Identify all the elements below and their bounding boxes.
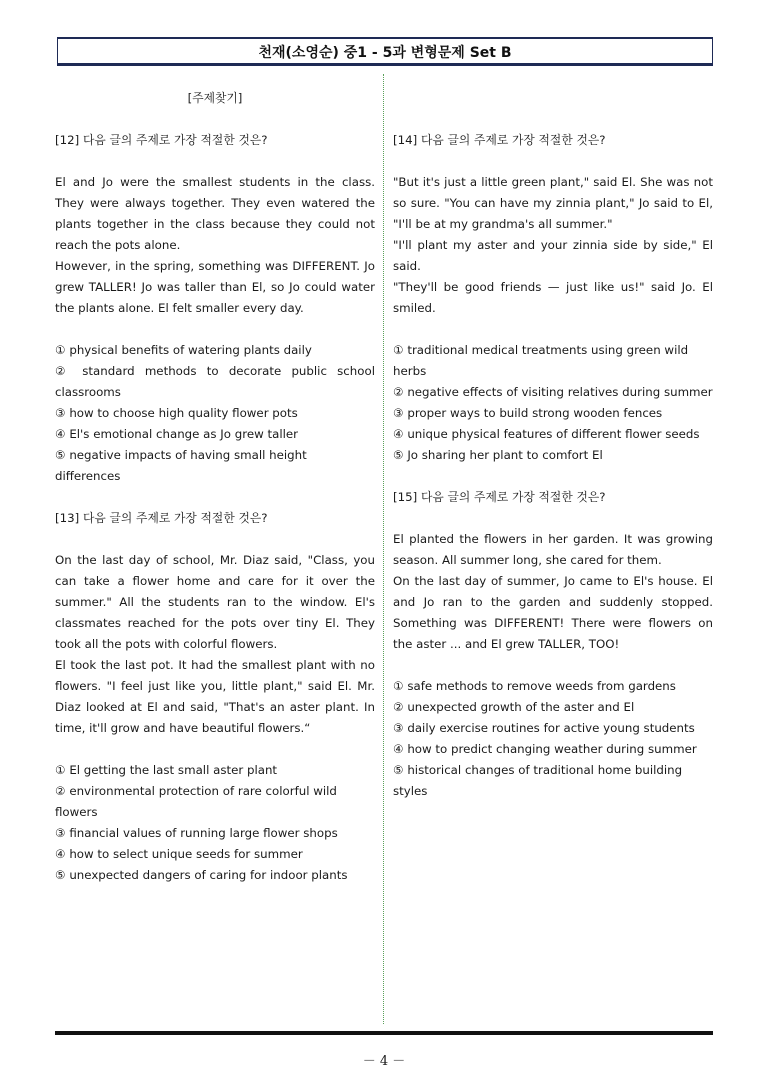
question-title: [14] 다음 글의 주제로 가장 적절한 것은?	[393, 133, 606, 147]
answer-option: ④ unique physical features of different flower seeds	[393, 427, 700, 441]
answer-option: ② environmental protection of rare colorful wild flowers	[55, 784, 337, 819]
answer-option: ① El getting the last small aster plant	[55, 763, 278, 777]
section-label: [주제찾기]	[187, 91, 243, 105]
answer-option: ⑤ negative impacts of having small height differences	[55, 448, 307, 483]
passage-paragraph: However, in the spring, something was DIFFERENT. Jo grew TALLER! Jo was taller than El, so Jo could water the plants alone. El felt smaller every day.	[55, 259, 375, 315]
answer-option: ① physical benefits of watering plants daily	[55, 343, 312, 357]
question-title: [15] 다음 글의 주제로 가장 적절한 것은?	[393, 490, 606, 504]
passage-paragraph: El and Jo were the smallest students in the class. They were always together. They even watered the plants together in the class because they could not reach the pots alone.	[55, 175, 375, 252]
answer-option: ② negative effects of visiting relatives during summer	[393, 385, 713, 399]
question-12	[55, 130, 375, 487]
page-title: 천재(소영순) 중1 - 5과 변형문제 Set B	[258, 45, 512, 61]
answer-option: ④ how to predict changing weather during summer	[393, 742, 697, 756]
answer-option: ③ daily exercise routines for active young students	[393, 721, 695, 735]
passage-paragraph: El planted the flowers in her garden. It was growing season. All summer long, she cared for them.	[393, 532, 713, 567]
passage-paragraph: El took the last pot. It had the smallest plant with no flowers. "I feel just like you, little plant," said El. Mr. Diaz looked at El and said, "That's an aster plant. In time, it'll grow and have beautiful flowers.“	[55, 658, 375, 735]
footer-rule	[55, 1031, 713, 1035]
answer-option: ② unexpected growth of the aster and El	[393, 700, 635, 714]
answer-option: ④ El's emotional change as Jo grew taller	[55, 427, 299, 441]
answer-option: ② standard methods to decorate public school classrooms	[55, 364, 375, 399]
question-14	[393, 130, 713, 466]
passage-paragraph: On the last day of school, Mr. Diaz said, "Class, you can take a flower home and care for it over the summer." All the students ran to the window. El's classmates reached for the pots over tiny El. They took all the pots with colorful flowers.	[55, 553, 375, 651]
answer-option: ① safe methods to remove weeds from gardens	[393, 679, 676, 693]
answer-option: ⑤ unexpected dangers of caring for indoor plants	[55, 868, 348, 882]
question-15	[393, 487, 713, 802]
passage-paragraph: "But it's just a little green plant," said El. She was not so sure. "You can have my zinnia plant," Jo said to El, "I'll be at my grandma's all summer."	[393, 175, 713, 231]
answer-option: ③ proper ways to build strong wooden fences	[393, 406, 663, 420]
answer-option: ⑤ Jo sharing her plant to comfort El	[393, 448, 603, 462]
answer-option: ⑤ historical changes of traditional home building styles	[393, 763, 683, 798]
answer-option: ③ how to choose high quality flower pots	[55, 406, 298, 420]
question-13	[55, 508, 375, 886]
right-column	[393, 88, 713, 802]
answer-option: ① traditional medical treatments using green wild herbs	[393, 343, 689, 378]
column-divider	[383, 74, 384, 1024]
page-number: － 4 －	[362, 1054, 406, 1069]
passage-paragraph: On the last day of summer, Jo came to El's house. El and Jo ran to the garden and suddenly stopped. Something was DIFFERENT! There were flowers on the aster ... and El grew TALLER, TOO!	[393, 574, 713, 651]
left-column	[55, 88, 375, 886]
passage-paragraph: "They'll be good friends — just like us!" said Jo. El smiled.	[393, 280, 713, 315]
question-title: [13] 다음 글의 주제로 가장 적절한 것은?	[55, 511, 268, 525]
answer-option: ④ how to select unique seeds for summer	[55, 847, 303, 861]
question-title: [12] 다음 글의 주제로 가장 적절한 것은?	[55, 133, 268, 147]
passage-paragraph: "I'll plant my aster and your zinnia side by side," El said.	[393, 238, 713, 273]
answer-option: ③ financial values of running large flower shops	[55, 826, 338, 840]
header-box	[57, 37, 713, 66]
